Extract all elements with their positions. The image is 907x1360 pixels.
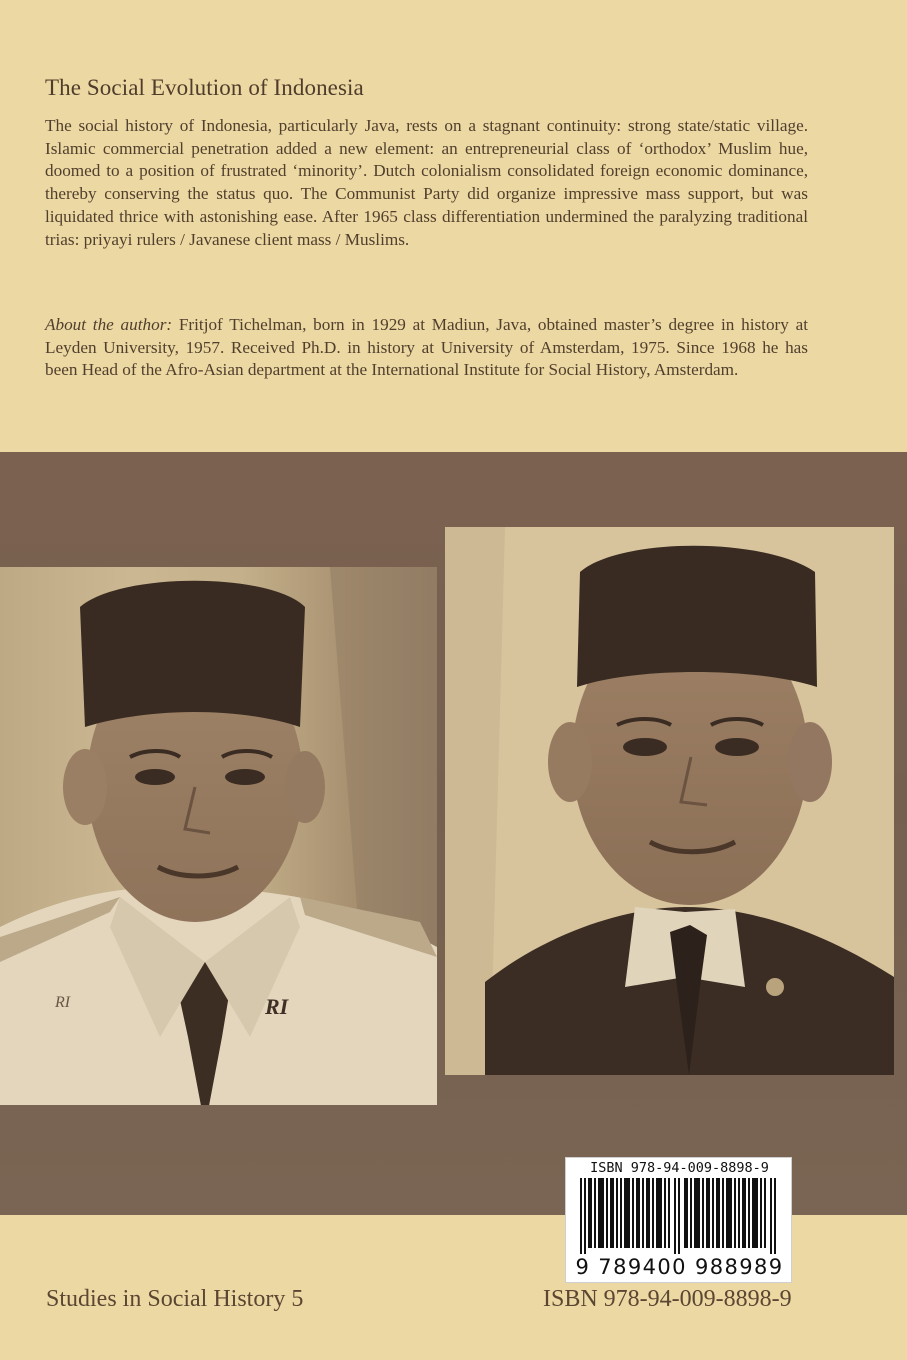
photo-band xyxy=(0,452,907,1279)
series-title: Studies in Social History 5 xyxy=(46,1286,304,1312)
portrait-right-image xyxy=(445,527,894,1075)
portrait-left-photo xyxy=(0,567,437,1105)
book-title: The Social Evolution of Indonesia xyxy=(45,75,364,100)
left-collar-badge-b: RI xyxy=(265,994,289,1019)
about-author xyxy=(45,314,808,382)
portrait-left-image xyxy=(0,567,437,1105)
barcode-isbn-label: ISBN 978-94-009-8898-9 xyxy=(590,1160,769,1176)
footer-isbn: ISBN 978-94-009-8898-9 xyxy=(543,1286,792,1312)
portrait-right-photo xyxy=(445,527,894,1075)
cover-text-section xyxy=(0,0,907,452)
left-collar-badge-a: RI xyxy=(55,994,71,1011)
about-author-text: Fritjof Tichelman, born in 1929 at Madiun, Java, obtained master’s degree in history at Leyden University, 1957. Received Ph.D. in history at University of Amsterdam, 1975. Since 1968 he has been Head of the Afro-Asian department at the International Institute for Social History, Amsterdam. xyxy=(45,315,808,380)
about-author-label: About the author: xyxy=(45,315,173,334)
barcode-digits: 9 789400 988989 xyxy=(575,1255,784,1279)
book-description: The social history of Indonesia, particularly Java, rests on a stagnant continuity: strong state/static village. Islamic commercial penetration added a new element: an entrepreneurial class of ‘orthodox’ Muslim hue, doomed to a position of frustrated ‘minority’. Dutch colonialism consolidated foreign economic dominance, thereby conserving the status quo. The Communist Party did organize impressive mass support, but was liquidated thrice with astonishing ease. After 1965 class differentiation undermined the paralyzing traditional trias: priyayi rulers / Javanese client mass / Muslims. xyxy=(45,116,808,249)
